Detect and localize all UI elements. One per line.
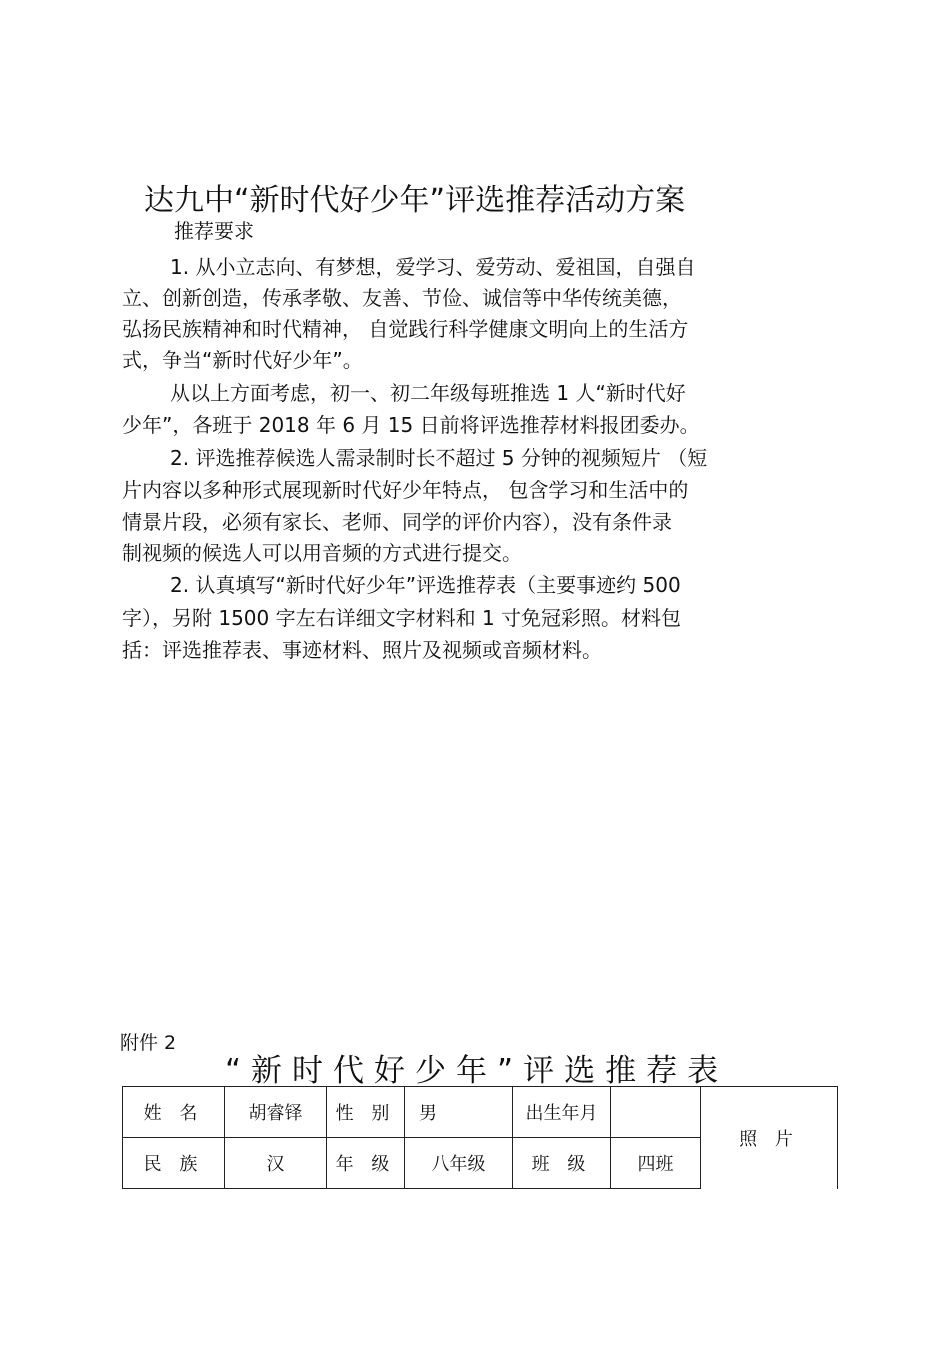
paragraph-line: 字），另附 1500 字左右详细文字材料和 1 寸免冠彩照。材料包 — [122, 606, 682, 630]
paragraph-line: 2. 评选推荐候选人需录制时长不超过 5 分钟的视频短片 （短 — [170, 446, 708, 470]
birth-value — [611, 1087, 701, 1138]
paragraph-line: 括：评选推荐表、事迹材料、照片及视频或音频材料。 — [122, 638, 602, 662]
birth-label: 出生年月 — [513, 1087, 611, 1138]
gender-label: 性 别 — [327, 1087, 405, 1138]
paragraph-line: 制视频的候选人可以用音频的方式进行提交。 — [122, 541, 522, 565]
paragraph-line: 立、创新创造，传承孝敬、友善、节俭、诚信等中华传统美德， — [122, 286, 682, 310]
grade-value: 八年级 — [405, 1138, 513, 1189]
class-label: 班 级 — [513, 1138, 611, 1189]
section-heading: 推荐要求 — [174, 219, 254, 243]
annex-label: 附件 2 — [120, 1032, 177, 1054]
paragraph-line: 少年”，各班于 2018 年 6 月 15 日前将评选推荐材料报团委办。 — [122, 413, 700, 437]
ethnicity-value: 汉 — [225, 1138, 327, 1189]
ethnicity-label: 民 族 — [123, 1138, 225, 1189]
paragraph-line: 从以上方面考虑，初一、初二年级每班推选 1 人“新时代好 — [170, 381, 686, 405]
class-value: 四班 — [611, 1138, 701, 1189]
name-label: 姓 名 — [123, 1087, 225, 1138]
paragraph-line: 弘扬民族精神和时代精神， 自觉践行科学健康文明向上的生活方 — [122, 317, 689, 341]
paragraph-line: 式，争当“新时代好少年”。 — [122, 348, 363, 372]
photo-cell: 照 片 — [701, 1087, 838, 1189]
paragraph-line: 2. 认真填写“新时代好少年”评选推荐表（主要事迹约 500 — [170, 573, 681, 597]
recommendation-table — [122, 1086, 838, 1189]
paragraph-line: 片内容以多种形式展现新时代好少年特点， 包含学习和生活中的 — [122, 478, 689, 502]
paragraph-line: 情景片段，必须有家长、老师、同学的评价内容），没有条件录 — [122, 510, 672, 534]
name-value: 胡睿铎 — [225, 1087, 327, 1138]
grade-label: 年 级 — [327, 1138, 405, 1189]
paragraph-line: 1. 从小立志向、有梦想，爱学习、爱劳动、爱祖国，自强自 — [170, 255, 696, 279]
form-title: “新时代好少年”评选推荐表 — [225, 1053, 729, 1089]
document-title: 达九中“新时代好少年”评选推荐活动方案 — [144, 183, 686, 218]
table-row — [123, 1087, 838, 1138]
gender-value: 男 — [405, 1087, 513, 1138]
